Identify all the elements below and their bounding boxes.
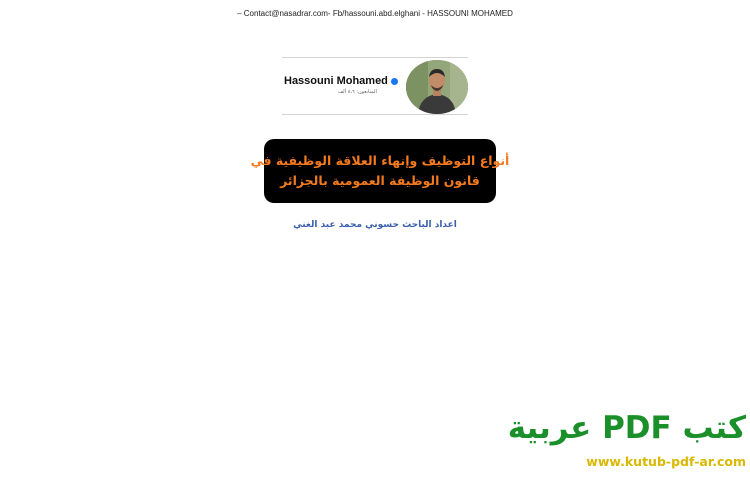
book-title-box [250, 139, 510, 203]
contact-header: – Contact@nasadrar.com- Fb/hassouni.abd.elghani - HASSOUNI MOHAMED [237, 9, 513, 18]
avatar-photo-icon [406, 60, 468, 114]
profile-name: Hassouni Mohamed [284, 75, 388, 87]
verified-badge-icon [391, 78, 398, 85]
watermark-logo-title: كتب PDF عربية [507, 410, 746, 446]
book-title-line-1: أنواع التوظيف وإنهاء العلاقة الوظيفية في [250, 153, 510, 168]
book-title-line-2: قانون الوظيفة العمومية بالجزائر [280, 173, 480, 188]
profile-followers: المتابعون: ٨،٦ ألف [338, 89, 377, 95]
profile-name-row [284, 75, 398, 87]
profile-card [282, 57, 468, 115]
avatar [406, 60, 468, 114]
author-credit: اعداد الباحث حسوني محمد عبد الغني [293, 220, 457, 230]
watermark-url: www.kutub-pdf-ar.com [586, 454, 746, 469]
